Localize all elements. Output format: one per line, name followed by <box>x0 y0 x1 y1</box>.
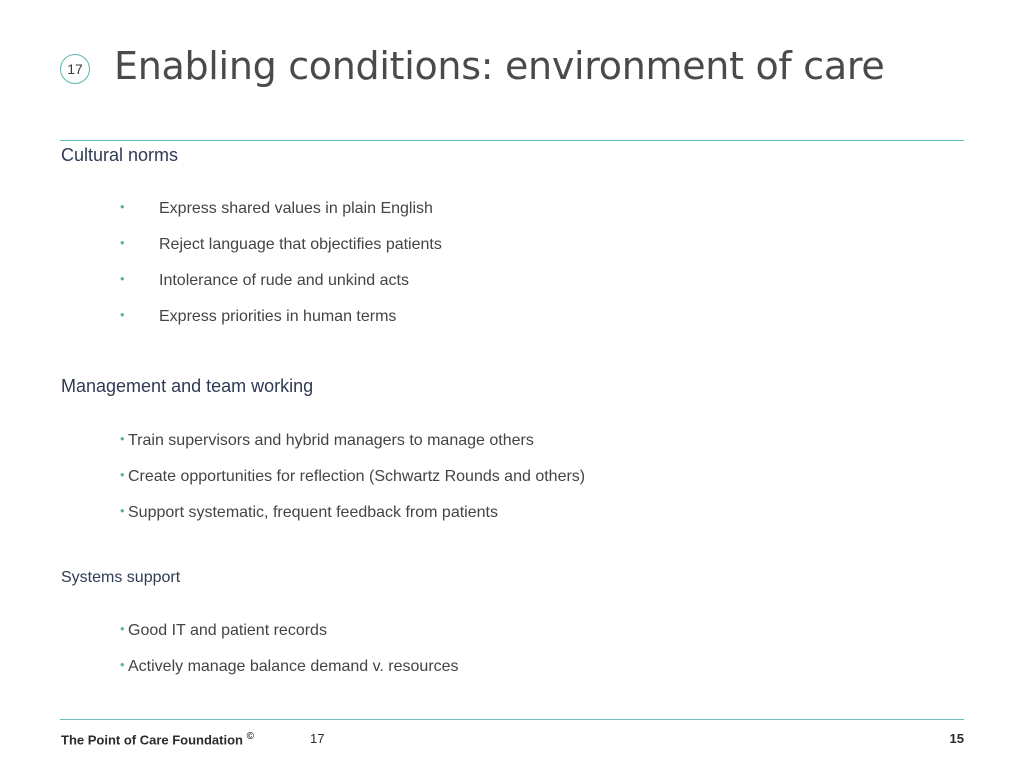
list-item <box>120 272 442 308</box>
section-heading-cultural-norms: Cultural norms <box>61 145 179 165</box>
footer-organization-name: The Point of Care Foundation <box>61 732 243 748</box>
list-item-text: Create opportunities for reflection (Schwartz Rounds and others) <box>128 468 586 485</box>
list-item-text: Express priorities in human terms <box>159 308 397 325</box>
slide-number-badge <box>60 54 90 84</box>
cultural-norms-list <box>120 200 442 344</box>
header-divider <box>60 140 964 141</box>
footer-organization <box>61 731 254 747</box>
list-item-text: Actively manage balance demand v. resources <box>128 658 459 675</box>
list-item <box>120 658 459 694</box>
bullet-icon: • <box>120 235 125 250</box>
list-item-text: Support systematic, frequent feedback from patients <box>128 504 498 521</box>
bullet-icon: • <box>120 271 125 286</box>
bullet-icon: • <box>120 621 125 636</box>
bullet-icon: • <box>120 199 125 214</box>
list-item-text: Good IT and patient records <box>128 622 327 639</box>
list-item <box>120 236 442 272</box>
list-item <box>120 468 585 504</box>
bullet-icon: • <box>120 467 125 482</box>
list-item <box>120 504 585 540</box>
list-item <box>120 622 459 658</box>
slide-title: Enabling conditions: environment of care <box>114 44 885 88</box>
bullet-icon: • <box>120 657 125 672</box>
copyright-mark: © <box>246 731 254 742</box>
list-item <box>120 200 442 236</box>
list-item-text: Reject language that objectifies patients <box>159 236 442 253</box>
list-item-text: Intolerance of rude and unkind acts <box>159 272 409 289</box>
footer-slide-ref: 17 <box>310 731 325 746</box>
management-list <box>120 432 585 540</box>
list-item <box>120 432 585 468</box>
slide-number-badge-text: 17 <box>67 61 83 77</box>
bullet-icon: • <box>120 307 125 322</box>
bullet-icon: • <box>120 503 125 518</box>
section-heading-management: Management and team working <box>61 376 314 396</box>
page-number: 15 <box>949 731 964 746</box>
systems-support-list <box>120 622 459 694</box>
bullet-icon: • <box>120 431 125 446</box>
list-item-text: Train supervisors and hybrid managers to manage others <box>128 432 534 449</box>
list-item-text: Express shared values in plain English <box>159 200 433 217</box>
list-item <box>120 308 442 344</box>
footer-divider <box>60 719 964 720</box>
section-heading-systems-support: Systems support <box>61 569 181 586</box>
